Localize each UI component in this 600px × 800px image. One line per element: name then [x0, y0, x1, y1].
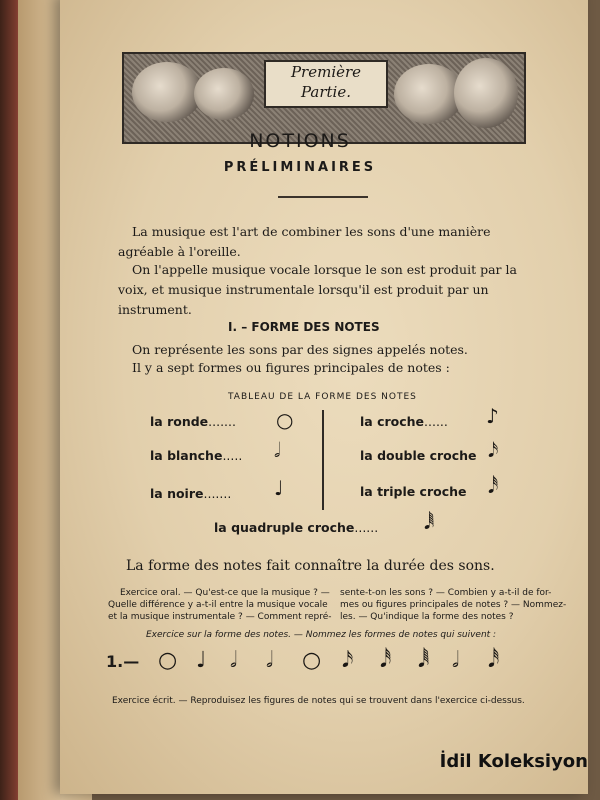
note-name: la croche — [360, 414, 425, 429]
whole-note-icon: ○ — [302, 648, 322, 673]
banner-title-line2: Partie. — [300, 83, 351, 101]
leader-dots: ...... — [354, 520, 379, 535]
note-name: la triple croche — [360, 484, 467, 499]
cherub-illustration — [132, 62, 202, 122]
note-croche — [360, 414, 448, 429]
title-divider — [278, 196, 368, 198]
oral-exercise-line-2: Quelle différence y a-t-il entre la musique vocale — [108, 600, 328, 610]
intro-line-1: La musique est l'art de combiner les sons d'une manière — [132, 224, 491, 239]
intro-line-4: voix, et musique instrumentale lorsqu'il est produit par un — [118, 282, 489, 297]
note-triple-croche — [360, 484, 467, 499]
quarter-note-icon: ♩ — [196, 648, 207, 673]
oral-exercise-line-6: les. — Qu'indique la forme des notes ? — [340, 612, 514, 622]
chapter-title: NOTIONS — [249, 130, 351, 152]
written-exercise: Exercice écrit. — Reproduisez les figures de notes qui se trouvent dans l'exercice ci-dessus. — [112, 696, 525, 706]
watermark: İdil Koleksiyon — [439, 751, 588, 772]
note-blanche — [150, 448, 242, 463]
intro-line-2: agréable à l'oreille. — [118, 244, 241, 259]
cherub-illustration — [454, 58, 518, 128]
intro-line-5: instrument. — [118, 302, 192, 317]
oral-exercise-line-1: Exercice oral. — Qu'est-ce que la musique ? — — [120, 588, 330, 598]
whole-note-icon: ○ — [276, 408, 294, 432]
banner-title-line1: Première — [290, 63, 362, 81]
section-heading: I. – FORME DES NOTES — [228, 320, 380, 334]
exercise-number: 1.— — [106, 652, 140, 671]
oral-exercise-line-3: et la musique instrumentale ? — Comment repré- — [108, 612, 332, 622]
half-note-icon: 𝅗𝅥 — [452, 648, 459, 673]
intro-line-3: On l'appelle musique vocale lorsque le son est produit par la — [132, 262, 517, 277]
thirty-second-note-icon: 𝅘𝅥𝅰 — [380, 648, 392, 673]
half-note-icon: 𝅗𝅥 — [274, 438, 281, 462]
sixteenth-note-icon: 𝅘𝅥𝅯 — [488, 438, 499, 462]
leader-dots: ..... — [222, 448, 243, 463]
note-noire — [150, 486, 231, 501]
summary-sentence: La forme des notes fait connaître la durée des sons. — [126, 558, 495, 574]
leader-dots: ....... — [208, 414, 236, 429]
thirty-second-note-icon: 𝅘𝅥𝅰 — [488, 474, 499, 498]
half-note-icon: 𝅗𝅥 — [230, 648, 237, 673]
half-note-icon: 𝅗𝅥 — [266, 648, 273, 673]
note-quadruple-croche — [214, 520, 378, 535]
thirty-second-note-icon: 𝅘𝅥𝅰 — [488, 648, 500, 673]
eighth-note-icon: ♪ — [486, 404, 499, 428]
forms-exercise-heading: Exercice sur la forme des notes. — Nommez les formes de notes qui suivent : — [146, 630, 497, 640]
whole-note-icon: ○ — [158, 648, 178, 673]
note-name: la double croche — [360, 448, 477, 463]
note-name: la quadruple croche — [214, 520, 355, 535]
table-caption: TABLEAU DE LA FORME DES NOTES — [228, 392, 417, 402]
banner-title — [264, 60, 388, 108]
leader-dots: ....... — [203, 486, 232, 501]
quarter-note-icon: ♩ — [274, 476, 284, 500]
cherub-illustration — [194, 68, 254, 120]
note-ronde — [150, 414, 236, 429]
note-name: la noire — [150, 486, 204, 501]
oral-exercise-line-5: mes ou figures principales de notes ? — Nommez- — [340, 600, 567, 610]
oral-exercise-line-4: sente-t-on les sons ? — Combien y a-t-il de for- — [340, 588, 552, 598]
note-name: la ronde — [150, 414, 209, 429]
sixteenth-note-icon: 𝅘𝅥𝅯 — [342, 648, 354, 673]
chapter-subtitle: PRÉLIMINAIRES — [223, 160, 377, 175]
leader-dots: ...... — [424, 414, 448, 429]
sixty-fourth-note-icon: 𝅘𝅥𝅱 — [424, 510, 435, 534]
section-line-2: Il y a sept formes ou figures principales de notes : — [132, 360, 450, 375]
note-name: la blanche — [150, 448, 223, 463]
note-double-croche — [360, 448, 477, 463]
section-line-1: On représente les sons par des signes appelés notes. — [132, 342, 468, 357]
table-divider — [322, 410, 324, 510]
sixty-fourth-note-icon: 𝅘𝅥𝅱 — [418, 648, 430, 673]
